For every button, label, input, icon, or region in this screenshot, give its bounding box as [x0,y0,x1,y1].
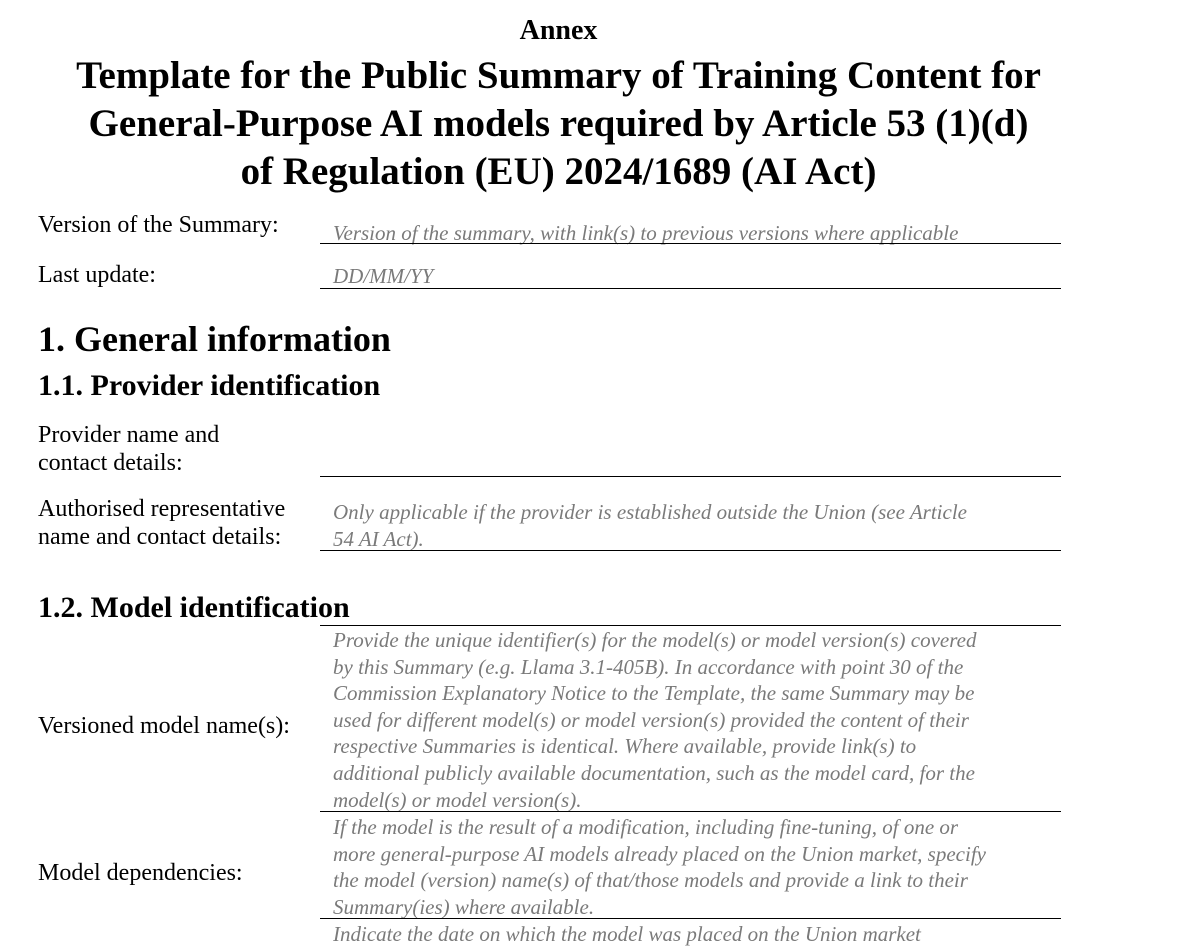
provider-name-label-line-2: contact details: [38,450,183,476]
provider-name-label-line-1: Provider name and [38,422,220,448]
document-title [0,52,1117,196]
model-dependencies-field-underline [320,918,1061,919]
authorised-rep-hint-line-1: Only applicable if the provider is established outside the Union (see Article [333,500,967,524]
section-1-2-heading: 1.2. Model identification [38,591,350,624]
section-1-1-heading: 1.1. Provider identification [38,369,381,402]
authorised-rep-label-line-2: name and contact details: [38,524,282,550]
model-table-top-rule [320,625,1061,626]
title-line-3: of Regulation (EU) 2024/1689 (AI Act) [240,150,877,193]
last-update-field[interactable]: DD/MM/YY [333,264,434,288]
authorised-rep-label [38,495,285,551]
placement-date-field-partial[interactable]: Indicate the date on which the model was placed on the Union market [333,922,921,946]
versioned-model-field[interactable] [333,627,1048,813]
version-field-underline [320,243,1061,244]
last-update-field-underline [320,288,1061,289]
provider-name-field-underline [320,476,1061,477]
authorised-rep-field-underline [320,550,1061,551]
authorised-rep-label-line-1: Authorised representative [38,496,286,522]
title-line-2: General-Purpose AI models required by Article 53 (1)(d) [88,102,1029,145]
dependencies-hint-line-2: more general-purpose AI models already placed on the Union market, specify [333,841,986,866]
model-dependencies-label: Model dependencies: [38,860,243,886]
versioned-hint-line-7: model(s) or model version(s). [333,787,582,812]
versioned-hint-line-1: Provide the unique identifier(s) for the model(s) or model version(s) covered [333,628,977,652]
title-line-1: Template for the Public Summary of Training Content for [76,54,1041,97]
annex-label: Annex [519,15,598,46]
version-label: Version of the Summary: [38,212,279,238]
last-update-label: Last update: [38,262,156,288]
versioned-model-label: Versioned model name(s): [38,713,290,739]
model-dependencies-field[interactable] [333,814,1048,920]
version-field[interactable]: Version of the summary, with link(s) to previous versions where applicable [333,221,959,245]
provider-name-label [38,421,219,477]
versioned-hint-line-4: used for different model(s) or model version(s) provided the content of their [333,707,969,732]
versioned-hint-line-2: by this Summary (e.g. Llama 3.1-405B). In accordance with point 30 of the [333,654,964,679]
versioned-hint-line-3: Commission Explanatory Notice to the Template, the same Summary may be [333,681,975,706]
dependencies-hint-line-1: If the model is the result of a modification, including fine-tuning, of one or [333,815,959,839]
versioned-model-field-underline [320,811,1061,812]
dependencies-hint-line-4: Summary(ies) where available. [333,894,595,919]
versioned-hint-line-5: respective Summaries is identical. Where available, provide link(s) to [333,734,917,759]
dependencies-hint-line-3: the model (version) name(s) of that/those models and provide a link to their [333,868,968,893]
versioned-hint-line-6: additional publicly available documentation, such as the model card, for the [333,760,975,785]
section-1-heading: 1. General information [38,319,391,359]
provider-name-field[interactable] [320,425,1061,475]
authorised-rep-hint-line-2: 54 AI Act). [333,526,424,551]
authorised-rep-field[interactable] [333,499,1048,552]
